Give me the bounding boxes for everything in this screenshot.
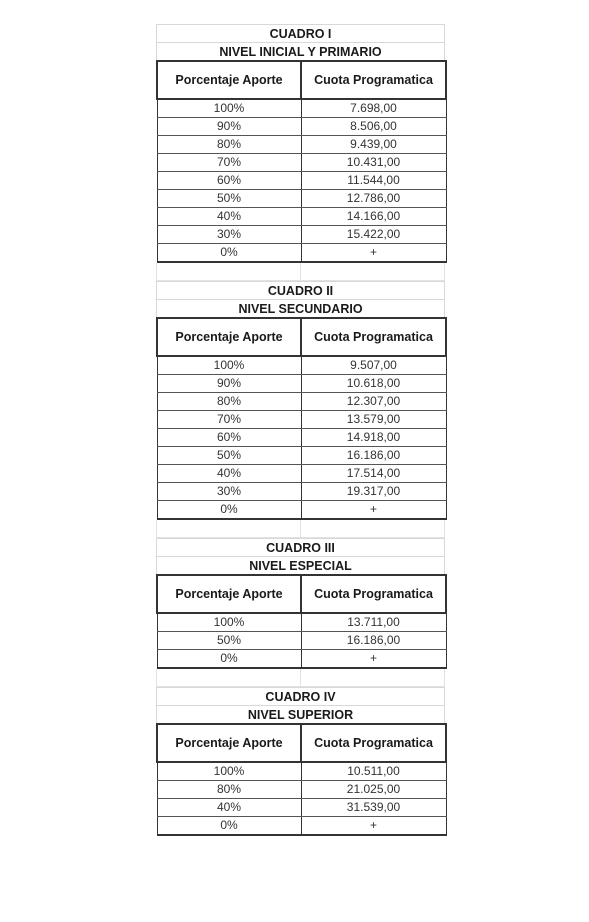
header-porcentaje-aporte: Porcentaje Aporte [157, 575, 301, 613]
table-row [157, 465, 446, 483]
cuadro-subtitle: NIVEL SECUNDARIO [156, 299, 445, 317]
header-cuota-programatica: Cuota Programatica [301, 724, 446, 762]
amount-cell: + [301, 501, 446, 520]
percent-cell: 80% [157, 393, 301, 411]
amount-cell: 10.618,00 [301, 375, 446, 393]
cuadro-title: CUADRO II [156, 281, 445, 299]
percent-cell: 90% [157, 375, 301, 393]
percent-cell: 60% [157, 172, 301, 190]
percent-cell: 80% [157, 781, 301, 799]
table-row [157, 817, 446, 836]
amount-cell: 14.166,00 [301, 208, 446, 226]
percent-cell: 0% [157, 650, 301, 669]
table-row [157, 190, 446, 208]
header-row [157, 318, 446, 356]
percent-cell: 100% [157, 762, 301, 781]
amount-cell: + [301, 244, 446, 263]
empty-row [156, 263, 445, 281]
table-row [157, 244, 446, 263]
table-row [157, 447, 446, 465]
cuadro-table [156, 317, 447, 520]
amount-cell: 8.506,00 [301, 118, 446, 136]
header-porcentaje-aporte: Porcentaje Aporte [157, 318, 301, 356]
amount-cell: 9.507,00 [301, 356, 446, 375]
header-porcentaje-aporte: Porcentaje Aporte [157, 724, 301, 762]
percent-cell: 80% [157, 136, 301, 154]
table-row [157, 136, 446, 154]
amount-cell: 19.317,00 [301, 483, 446, 501]
table-row [157, 762, 446, 781]
header-row [157, 61, 446, 99]
header-row [157, 575, 446, 613]
amount-cell: 10.431,00 [301, 154, 446, 172]
percent-cell: 90% [157, 118, 301, 136]
amount-cell: + [301, 817, 446, 836]
amount-cell: 31.539,00 [301, 799, 446, 817]
header-cuota-programatica: Cuota Programatica [301, 61, 446, 99]
table-row [157, 799, 446, 817]
cuadro-subtitle: NIVEL ESPECIAL [156, 556, 445, 574]
table-row [157, 650, 446, 669]
amount-cell: 13.711,00 [301, 613, 446, 632]
table-row [157, 99, 446, 118]
amount-cell: 10.511,00 [301, 762, 446, 781]
table-row [157, 393, 446, 411]
empty-row [156, 520, 445, 538]
percent-cell: 60% [157, 429, 301, 447]
percent-cell: 40% [157, 465, 301, 483]
empty-row [156, 669, 445, 687]
cuadro-title: CUADRO III [156, 538, 445, 556]
table-row [157, 411, 446, 429]
cuadro-title: CUADRO I [156, 24, 445, 42]
percent-cell: 50% [157, 447, 301, 465]
amount-cell: 17.514,00 [301, 465, 446, 483]
table-row [157, 118, 446, 136]
amount-cell: 21.025,00 [301, 781, 446, 799]
percent-cell: 100% [157, 99, 301, 118]
header-row [157, 724, 446, 762]
table-row [157, 632, 446, 650]
cuadro-title: CUADRO IV [156, 687, 445, 705]
header-cuota-programatica: Cuota Programatica [301, 575, 446, 613]
percent-cell: 40% [157, 208, 301, 226]
table-row [157, 226, 446, 244]
cuadro-1 [156, 24, 445, 263]
percent-cell: 30% [157, 483, 301, 501]
percent-cell: 50% [157, 190, 301, 208]
cuadro-table [156, 574, 447, 669]
table-row [157, 208, 446, 226]
cuadro-subtitle: NIVEL INICIAL Y PRIMARIO [156, 42, 445, 60]
amount-cell: 15.422,00 [301, 226, 446, 244]
percent-cell: 100% [157, 613, 301, 632]
percent-cell: 0% [157, 501, 301, 520]
table-row [157, 429, 446, 447]
table-row [157, 483, 446, 501]
header-cuota-programatica: Cuota Programatica [301, 318, 446, 356]
percent-cell: 70% [157, 411, 301, 429]
table-row [157, 613, 446, 632]
cuadro-2 [156, 281, 445, 520]
amount-cell: 7.698,00 [301, 99, 446, 118]
cuadro-3 [156, 538, 445, 669]
cuadro-4 [156, 687, 445, 836]
table-row [157, 375, 446, 393]
percent-cell: 0% [157, 817, 301, 836]
table-row [157, 356, 446, 375]
percent-cell: 40% [157, 799, 301, 817]
percent-cell: 0% [157, 244, 301, 263]
cuadro-subtitle: NIVEL SUPERIOR [156, 705, 445, 723]
amount-cell: 9.439,00 [301, 136, 446, 154]
amount-cell: 14.918,00 [301, 429, 446, 447]
table-row [157, 501, 446, 520]
header-porcentaje-aporte: Porcentaje Aporte [157, 61, 301, 99]
amount-cell: 12.786,00 [301, 190, 446, 208]
table-row [157, 154, 446, 172]
percent-cell: 70% [157, 154, 301, 172]
cuadro-table [156, 60, 447, 263]
table-row [157, 781, 446, 799]
amount-cell: 16.186,00 [301, 632, 446, 650]
table-row [157, 172, 446, 190]
spreadsheet-sheet [156, 24, 445, 836]
percent-cell: 50% [157, 632, 301, 650]
cuadro-table [156, 723, 447, 836]
amount-cell: 11.544,00 [301, 172, 446, 190]
amount-cell: + [301, 650, 446, 669]
percent-cell: 30% [157, 226, 301, 244]
amount-cell: 12.307,00 [301, 393, 446, 411]
amount-cell: 16.186,00 [301, 447, 446, 465]
percent-cell: 100% [157, 356, 301, 375]
amount-cell: 13.579,00 [301, 411, 446, 429]
